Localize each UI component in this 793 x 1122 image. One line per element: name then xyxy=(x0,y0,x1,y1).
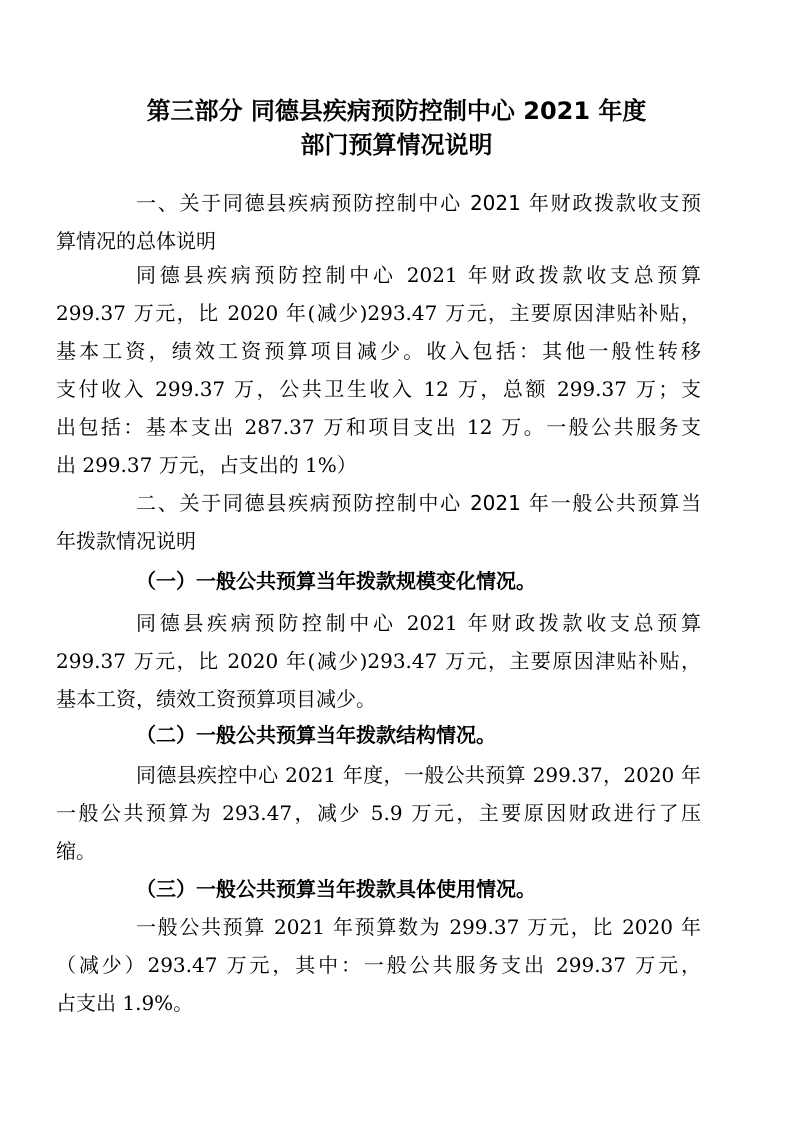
subsection-3-para-line-2: （减少）293.47 万元，其中：一般公共服务支出 299.37 万元， xyxy=(56,953,701,977)
section-1-heading-line-2: 算情况的总体说明 xyxy=(56,229,216,253)
subsection-3-heading: （三）一般公共预算当年拨款具体使用情况。 xyxy=(136,877,536,901)
section-1-para-line-2: 299.37 万元，比 2020 年(减少)293.47 万元，主要原因津贴补贴， xyxy=(56,301,701,325)
subsection-2-para-line-3: 缩。 xyxy=(56,839,96,863)
subsection-1-heading: （一）一般公共预算当年拨款规模变化情况。 xyxy=(136,569,536,593)
section-1-para-line-3: 基本工资，绩效工资预算项目减少。收入包括：其他一般性转移 xyxy=(56,339,701,363)
subsection-3-para-line-3: 占支出 1.9%。 xyxy=(56,991,194,1015)
section-1-heading xyxy=(56,184,701,260)
section-1-para-line-1: 同德县疾病预防控制中心 2021 年财政拨款收支总预算 xyxy=(136,263,701,287)
subsection-3-para-line-1: 一般公共预算 2021 年预算数为 299.37 万元，比 2020 年 xyxy=(136,915,701,939)
subsection-2-para-line-1: 同德县疾控中心 2021 年度，一般公共预算 299.37，2020 年 xyxy=(136,763,701,787)
subsection-3-paragraph xyxy=(56,908,701,1022)
document-title-line-1: 第三部分 同德县疾病预防控制中心 2021 年度 xyxy=(146,97,647,125)
subsection-1-para-line-1: 同德县疾病预防控制中心 2021 年财政拨款收支总预算 xyxy=(136,611,701,635)
section-2-heading-line-2: 年拨款情况说明 xyxy=(56,529,196,553)
subsection-2-paragraph xyxy=(56,756,701,870)
document-title-line-2: 部门预算情况说明 xyxy=(300,131,493,159)
section-1-paragraph xyxy=(56,256,701,484)
subsection-2-para-line-2: 一般公共预算为 293.47，减少 5.9 万元，主要原因财政进行了压 xyxy=(56,801,701,825)
section-1-para-line-5: 出包括：基本支出 287.37 万和项目支出 12 万。一般公共服务支 xyxy=(56,415,701,439)
subsection-1-para-line-2: 299.37 万元，比 2020 年(减少)293.47 万元，主要原因津贴补贴， xyxy=(56,649,701,673)
section-1-para-line-6: 出 299.37 万元，占支出的 1%） xyxy=(56,453,357,477)
section-1-para-line-4: 支付收入 299.37 万，公共卫生收入 12 万，总额 299.37 万；支 xyxy=(56,377,701,401)
section-2-heading xyxy=(56,484,701,560)
subsection-1-paragraph xyxy=(56,604,701,718)
section-2-heading-line-1: 二、关于同德县疾病预防控制中心 2021 年一般公共预算当 xyxy=(136,491,701,515)
subsection-1-para-line-3: 基本工资，绩效工资预算项目减少。 xyxy=(56,687,376,711)
section-1-heading-line-1: 一、关于同德县疾病预防控制中心 2021 年财政拨款收支预 xyxy=(136,191,701,215)
subsection-2-heading: （二）一般公共预算当年拨款结构情况。 xyxy=(136,723,496,747)
